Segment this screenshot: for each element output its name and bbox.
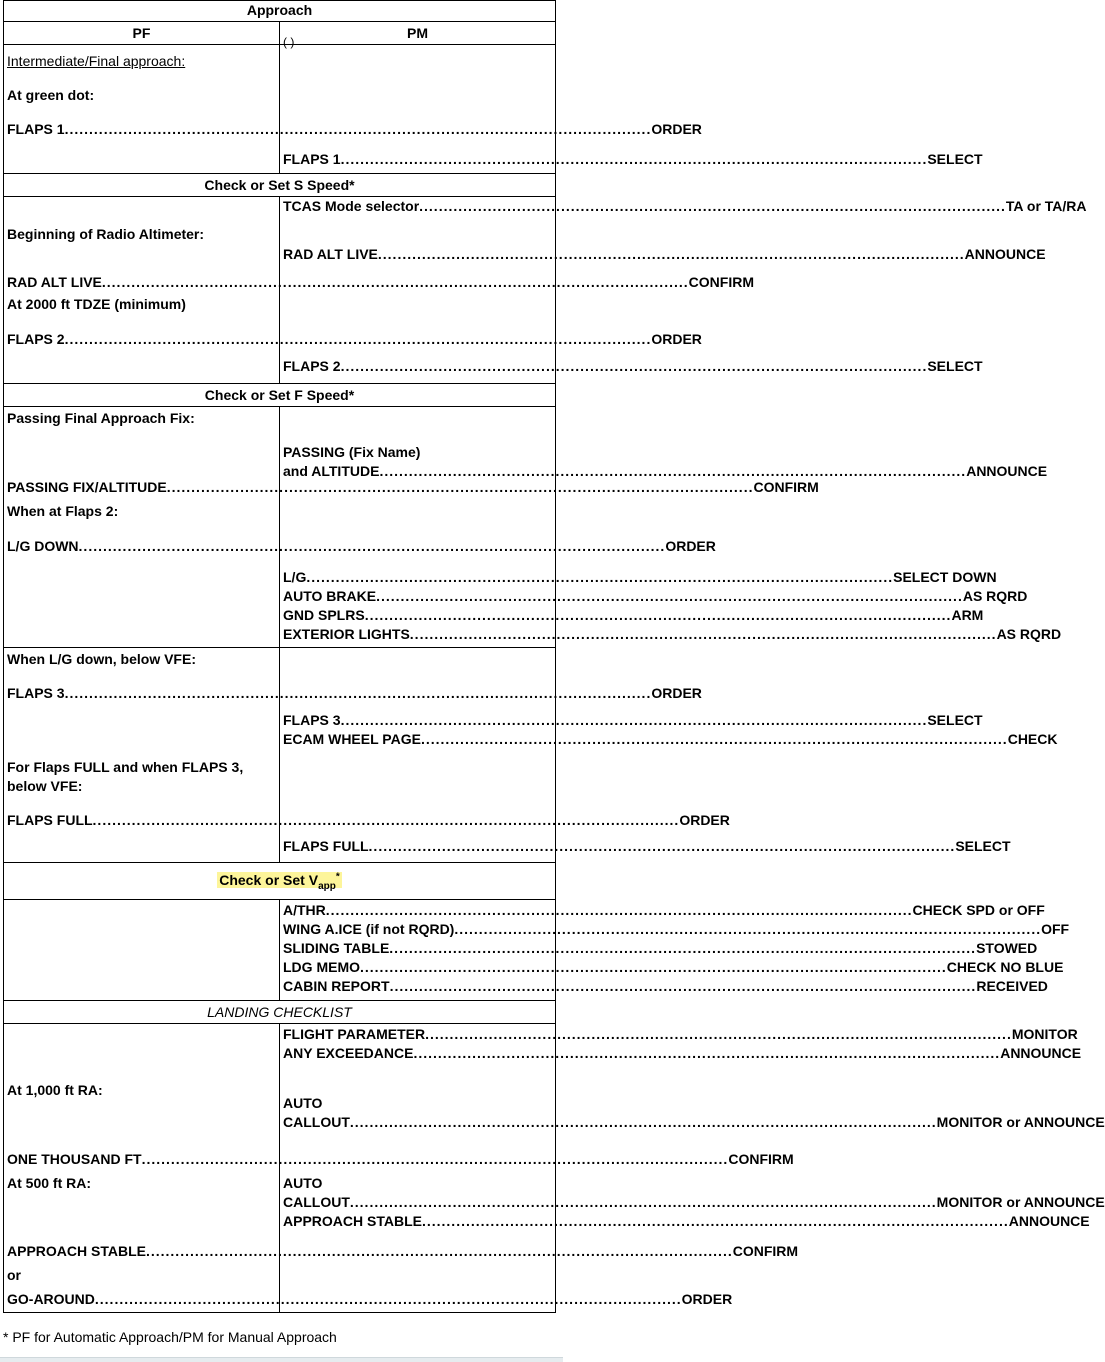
pf-flaps2-key: FLAPS 2: [7, 331, 65, 347]
pf-approach-stable-value: CONFIRM: [732, 1243, 799, 1260]
pm-tcas-key: TCAS Mode selector: [283, 198, 420, 214]
at-1000-label: At 1,000 ft RA:: [7, 1082, 103, 1099]
green-dot-label: At green dot:: [7, 87, 95, 103]
pf-rad-alt-line: [7, 273, 754, 291]
pf-flaps3-key: FLAPS 3: [7, 685, 65, 701]
pm-auto2: AUTO: [283, 1175, 323, 1192]
pm-flaps3-value: SELECT: [927, 712, 983, 728]
pm-ldg-memo-value: CHECK NO BLUE: [946, 959, 1064, 976]
pm-rad-alt-line: [283, 245, 1046, 263]
pm-ext-lights-line: [283, 625, 1062, 643]
pm-auto1: AUTO: [283, 1095, 323, 1112]
pf-passing-fix-line: [7, 478, 819, 496]
pm-approach-stable-value: ANNOUNCE: [1008, 1213, 1090, 1230]
pf-flaps3-value: ORDER: [651, 685, 702, 701]
pm-lg-value: SELECT DOWN: [893, 569, 997, 585]
pf-rad-alt-key: RAD ALT LIVE: [7, 274, 102, 290]
pm-cabin-line: [283, 977, 1048, 995]
pm-gnd-splrs-line: [283, 606, 984, 624]
pf-flaps2-value: ORDER: [651, 331, 702, 347]
pm-gnd-splrs-key: GND SPLRS: [283, 607, 365, 623]
pm-ext-lights-value: AS RQRD: [996, 626, 1062, 642]
pf-passing-fix-value: CONFIRM: [753, 479, 819, 495]
pf-flaps1-value: ORDER: [651, 121, 702, 137]
pm-cabin-key: CABIN REPORT: [283, 978, 390, 995]
intermediate-final-heading: Intermediate/Final approach:: [7, 53, 186, 69]
pm-auto-brake-key: AUTO BRAKE: [283, 588, 377, 604]
band-vapp: [4, 863, 556, 900]
pm-lg-key: L/G: [283, 569, 307, 585]
pf-lg-down-line: [7, 537, 716, 555]
pm-sliding-line: [283, 939, 1038, 957]
pm-callout2-line: [283, 1193, 1105, 1211]
pm-flaps1-key: FLAPS 1: [283, 151, 341, 167]
pm-any-exceed-value: ANNOUNCE: [1000, 1045, 1082, 1062]
pm-flaps2-value: SELECT: [927, 358, 983, 374]
vapp-asterisk: *: [335, 871, 340, 882]
pm-athr-key: A/THR: [283, 902, 326, 919]
pf-go-around-line: [7, 1290, 733, 1308]
section5-pm-cell: [280, 900, 1070, 1001]
pm-flaps-full-key: FLAPS FULL: [283, 838, 369, 854]
pf-go-around-key: GO-AROUND: [7, 1291, 95, 1308]
pf-approach-stable-line: [7, 1242, 799, 1260]
vapp-subscript: app: [318, 880, 336, 892]
passing-faf-label: Passing Final Approach Fix:: [7, 410, 195, 426]
pf-lg-down-value: ORDER: [665, 538, 716, 554]
when-lg-down-label: When L/G down, below VFE:: [7, 651, 196, 667]
clipped-text: ( ): [283, 35, 295, 49]
pm-ecam-key: ECAM WHEEL PAGE: [283, 731, 421, 747]
pm-callout2-value: MONITOR or ANNOUNCE: [936, 1194, 1105, 1211]
pm-approach-stable-key: APPROACH STABLE: [283, 1213, 422, 1230]
pm-wing-ice-value: OFF: [1041, 921, 1070, 938]
pm-gnd-splrs-value: ARM: [951, 607, 984, 623]
column-header-pf: PF: [4, 22, 280, 45]
pm-and-altitude-line: [283, 462, 1048, 480]
pm-auto-brake-line: [283, 587, 1028, 605]
pf-approach-stable-key: APPROACH STABLE: [7, 1243, 146, 1260]
pm-and-altitude-key: and ALTITUDE: [283, 463, 380, 479]
pm-sliding-key: SLIDING TABLE: [283, 940, 390, 957]
pm-ecam-value: CHECK: [1007, 731, 1058, 747]
pf-flaps2-line: [7, 330, 702, 348]
pf-flaps3-line: [7, 684, 702, 702]
pf-rad-alt-value: CONFIRM: [688, 274, 754, 290]
pm-rad-alt-value: ANNOUNCE: [964, 246, 1046, 262]
pm-flight-param-value: MONITOR: [1011, 1026, 1078, 1043]
for-flaps-full-line1: For Flaps FULL and when FLAPS 3,: [7, 759, 244, 775]
pm-flaps2-line: [283, 357, 983, 375]
pm-wing-ice-line: [283, 920, 1070, 938]
vapp-highlight: [217, 871, 342, 892]
pm-flaps2-key: FLAPS 2: [283, 358, 341, 374]
pm-any-exceed-line: [283, 1044, 1082, 1062]
pm-flaps1-value: SELECT: [927, 151, 983, 167]
pf-one-thousand-value: CONFIRM: [728, 1151, 794, 1168]
pm-athr-value: CHECK SPD or OFF: [912, 902, 1045, 919]
pm-sliding-value: STOWED: [976, 940, 1038, 957]
pm-flaps1-line: [283, 150, 983, 168]
pf-flaps-full-line: [7, 811, 730, 829]
footnote: * PF for Automatic Approach/PM for Manual Approach: [3, 1329, 337, 1345]
pf-go-around-value: ORDER: [681, 1291, 733, 1308]
band-f-speed: Check or Set F Speed*: [4, 384, 556, 407]
pf-flaps1-line: [7, 120, 702, 138]
column-header-pm: PM: [280, 22, 556, 45]
pf-flaps-full-key: FLAPS FULL: [7, 812, 93, 828]
pf-flaps1-key: FLAPS 1: [7, 121, 65, 137]
tdze-label: At 2000 ft TDZE (minimum): [7, 296, 186, 312]
vapp-text: Check or Set V: [219, 871, 319, 888]
pm-any-exceed-key: ANY EXCEEDANCE: [283, 1045, 414, 1062]
table-title: Approach: [4, 1, 556, 22]
pm-callout1-value: MONITOR or ANNOUNCE: [936, 1114, 1105, 1131]
pf-one-thousand-key: ONE THOUSAND FT: [7, 1151, 142, 1168]
pm-flaps3-key: FLAPS 3: [283, 712, 341, 728]
section5-pf-cell: [4, 900, 280, 1001]
pm-flaps3-line: [283, 711, 983, 729]
pf-lg-down-key: L/G DOWN: [7, 538, 79, 554]
pm-and-altitude-value: ANNOUNCE: [966, 463, 1048, 479]
pm-ldg-memo-key: LDG MEMO: [283, 959, 360, 976]
pm-tcas-value: TA or TA/RA: [1005, 198, 1087, 214]
band-landing-checklist: LANDING CHECKLIST: [4, 1001, 556, 1024]
at-500-label: At 500 ft RA:: [7, 1175, 92, 1192]
footer-divider: [0, 1357, 563, 1362]
pf-passing-fix-key: PASSING FIX/ALTITUDE: [7, 479, 167, 495]
approach-procedure-table: [3, 0, 1105, 1313]
pm-ecam-line: [283, 730, 1058, 748]
pm-lg-line: [283, 568, 997, 586]
pm-ext-lights-key: EXTERIOR LIGHTS: [283, 626, 410, 642]
section1-pf-cell: [4, 45, 702, 174]
pm-callout1-line: [283, 1113, 1105, 1131]
band-s-speed: Check or Set S Speed*: [4, 174, 556, 197]
pm-auto-brake-value: AS RQRD: [962, 588, 1028, 604]
pm-flight-param-line: [283, 1025, 1078, 1043]
pf-one-thousand-line: [7, 1150, 794, 1168]
pm-tcas-line: [283, 197, 1087, 215]
pm-callout2-key: CALLOUT: [283, 1194, 350, 1211]
pm-flaps-full-value: SELECT: [955, 838, 1011, 854]
or-label: or: [7, 1267, 21, 1284]
when-flaps2-label: When at Flaps 2:: [7, 503, 119, 519]
pm-cabin-value: RECEIVED: [976, 978, 1048, 995]
pm-rad-alt-key: RAD ALT LIVE: [283, 246, 378, 262]
pf-flaps-full-value: ORDER: [679, 812, 730, 828]
pm-flaps-full-line: [283, 837, 1011, 855]
pm-wing-ice-key: WING A.ICE (if not RQRD): [283, 921, 455, 938]
pm-flight-param-key: FLIGHT PARAMETER: [283, 1026, 426, 1043]
pm-passing-name: PASSING (Fix Name): [283, 444, 421, 460]
pm-callout1-key: CALLOUT: [283, 1114, 350, 1131]
pm-athr-line: [283, 901, 1045, 919]
radio-altimeter-label: Beginning of Radio Altimeter:: [7, 226, 205, 242]
for-flaps-full-line2: below VFE:: [7, 778, 83, 794]
pm-approach-stable-line: [283, 1212, 1090, 1230]
pm-ldg-memo-line: [283, 958, 1064, 976]
